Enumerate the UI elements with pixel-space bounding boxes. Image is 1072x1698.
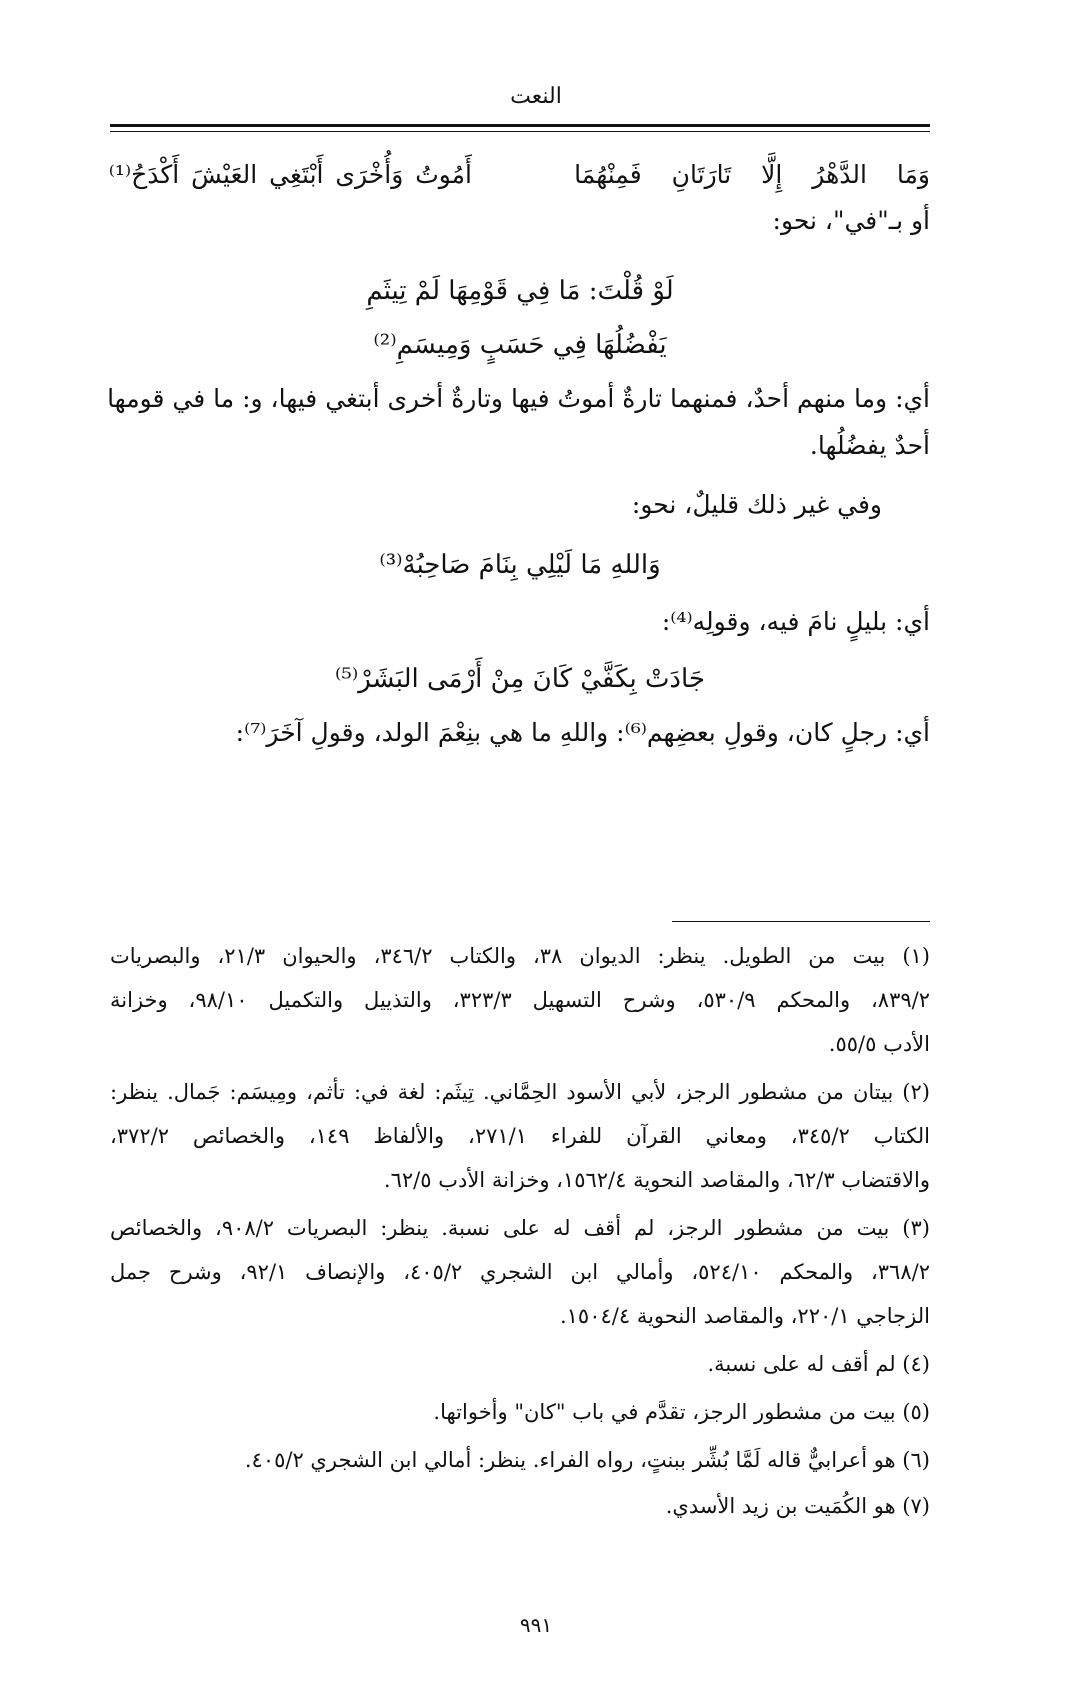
rajaz2: وَاللهِ مَا لَيْلِي بِنَامَ صَاحِبُهْ⁽³⁾ (379, 550, 661, 580)
page-number: ٩٩١ (519, 1613, 553, 1637)
footnote-5: (٥) بيت من مشطور الرجز، تقدَّم في باب "كان" وأخواتها. (433, 1400, 930, 1424)
running-title: النعت (510, 84, 562, 109)
body-line-other: وفي غير ذلك قليلٌ، نحو: (631, 490, 882, 519)
rajaz1-line1: لَوْ قُلْتَ: مَا فِي قَوْمِهَا لَمْ تِيثَمِ (366, 276, 674, 306)
footnote-1-line1: (١) بيت من الطويل. ينظر: الديوان ٣٨، والكتاب ٣٤٦/٢، والحيوان ٢١/٣، والبصريات (110, 944, 930, 968)
body-line-or-fi: أو بـ"في"، نحو: (772, 206, 930, 235)
verse1-first-hemistich: وَمَا الدَّهْرُ إِلَّا تَارَتَانِ فَمِنْهُمَا (574, 160, 930, 189)
footnote-2-line2: الكتاب ٣٤٥/٢، ومعاني القرآن للفراء ٢٧١/١، والألفاظ ١٤٩، والخصائص ٣٧٢/٢، (110, 1124, 930, 1148)
footnote-2-line1: (٢) بيتان من مشطور الرجز، لأبي الأسود الحِمَّاني. تِيثَم: لغة في: تأثم، ومِيسَم: جَمال. ينظر: (110, 1080, 930, 1104)
footnote-2-line3: والاقتضاب ٦٢/٣، والمقاصد النحوية ١٥٦٢/٤، وخزانة الأدب ٦٢/٥. (383, 1168, 930, 1192)
explanation1-line2: أحدٌ يفضُلُها. (809, 431, 930, 460)
explanation3: أي: رجلٍ كان، وقولِ بعضِهم⁽⁶⁾: واللهِ ما هي بنِعْمَ الولد، وقولِ آخَرَ⁽⁷⁾: (235, 718, 930, 747)
footnote-separator (672, 921, 930, 922)
header-rule-thick (110, 124, 930, 127)
explanation1-line1: أي: وما منهم أحدٌ، فمنهما تارةٌ أموتُ فيها وتارةٌ أخرى أبتغي فيها، و: ما في قومها (107, 384, 930, 413)
footnote-3-line1: (٣) بيت من مشطور الرجز، لم أقف له على نسبة. ينظر: البصريات ٩٠٨/٢، والخصائص (110, 1216, 930, 1240)
footnote-6: (٦) هو أعرابيٌّ قاله لَمَّا بُشِّر ببنتٍ، رواه الفراء. ينظر: أمالي ابن الشجري ٤٠٥/٢. (244, 1448, 930, 1472)
footnote-1-line2: ٨٣٩/٢، والمحكم ٥٣٠/٩، وشرح التسهيل ٣٢٣/٣، والتذييل والتكميل ٩٨/١٠، وخزانة (110, 988, 930, 1012)
footnote-4: (٤) لم أقف له على نسبة. (707, 1352, 930, 1376)
verse1-second-hemistich: أَمُوتُ وَأُخْرَى أَبْتَغِي العَيْشَ أَكْدَحُ⁽¹⁾ (108, 160, 472, 189)
rajaz1-line2: يَفْضُلُهَا فِي حَسَبٍ وَمِيسَمِ⁽²⁾ (373, 330, 667, 360)
footnote-1-line3: الأدب ٥٥/٥. (828, 1032, 930, 1056)
header-rule-thin (110, 131, 930, 132)
footnote-3-line3: الزجاجي ٢٢٠/١، والمقاصد النحوية ١٥٠٤/٤. (559, 1304, 930, 1328)
footnote-3-line2: ٣٦٨/٢، والمحكم ٥٢٤/١٠، وأمالي ابن الشجري ٤٠٥/٢، والإنصاف ٩٢/١، وشرح جمل (110, 1260, 930, 1284)
footnote-7: (٧) هو الكُمَيت بن زيد الأسدي. (665, 1494, 930, 1518)
rajaz3: جَادَتْ بِكَفَّيْ كَانَ مِنْ أَرْمَى البَشَرْ⁽⁵⁾ (334, 664, 706, 694)
explanation2: أي: بليلٍ نامَ فيه، وقولِه⁽⁴⁾: (661, 607, 930, 636)
